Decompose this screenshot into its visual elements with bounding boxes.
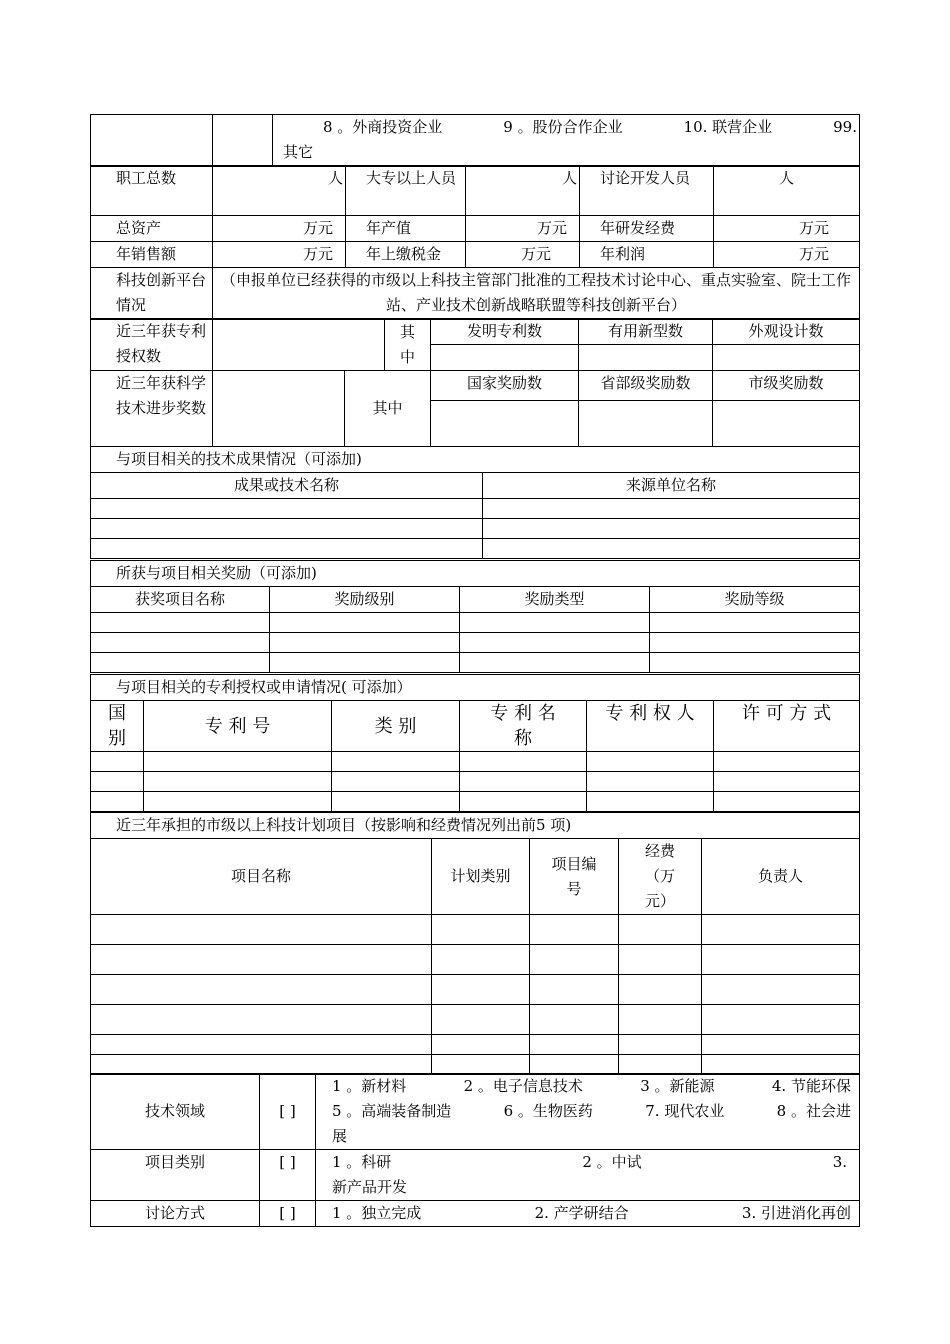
table-cell [702,1035,860,1055]
plan-type-header: 计划类别 [432,839,530,915]
award-type-header: 奖励类型 [460,587,650,613]
table-cell [432,915,530,945]
option: 3. [832,1153,847,1171]
table-cell [587,752,714,772]
research-mode-bracket: [ ] [260,1201,316,1227]
patent-sub-label: 其中 [385,319,431,371]
option: 2 。中试 [582,1153,642,1171]
table-cell [91,1005,432,1035]
option: 2. 产学研结合 [534,1204,629,1222]
option-tail: 新产品开发 [332,1178,408,1196]
table-cell [460,772,587,792]
table-cell [530,945,619,975]
classification-table [90,1073,860,1227]
project-name-header: 项目名称 [91,839,432,915]
rd-fund-unit: 万元 [714,216,860,242]
table-cell [483,519,860,539]
option: 4. 节能环保 [771,1077,851,1095]
license-mode-header: 许 可 方 式 [714,701,860,752]
table-cell [650,613,860,633]
tech-field-label: 技术领域 [91,1074,260,1150]
blank-cell [213,115,273,167]
sales-label: 年销售额 [91,242,213,268]
project-no-header: 项目编号 [530,839,619,915]
option: 99. [833,118,857,136]
provincial-award-header: 省部级奖励数 [579,371,713,401]
award-count-label: 近三年获科学技术进步奖数 [91,371,213,447]
staff-label: 职工总数 [91,166,213,216]
provincial-award-value [579,401,713,447]
option: 2 。电子信息技术 [463,1077,583,1095]
blank-cell [213,319,385,371]
assets-label: 总资产 [91,216,213,242]
table-cell [432,1035,530,1055]
profit-unit: 万元 [714,242,860,268]
project-type-options [316,1150,860,1201]
table-cell [714,792,860,812]
award-sub-label: 其中 [345,371,431,447]
project-type-label: 项目类别 [91,1150,260,1201]
option: 9 。股份合作企业 [503,118,623,136]
tech-results-table [90,446,860,559]
leader-header: 负责人 [702,839,860,915]
option: 6 。生物医药 [503,1102,593,1120]
option-tail: 其它 [283,143,314,161]
table-cell [432,1055,530,1075]
rd-staff-label: 讨论开发人员 [580,166,714,216]
table-cell [702,915,860,945]
blank-cell [91,115,213,167]
option: 1 。科研 [332,1153,392,1171]
invention-patent-value [431,345,579,371]
city-award-header: 市级奖励数 [713,371,860,401]
table-cell [702,1005,860,1035]
output-label: 年产值 [346,216,466,242]
fund-header: 经费（万元） [619,839,702,915]
tax-label: 年上缴税金 [346,242,466,268]
option-tail: 展 [332,1127,348,1145]
table-cell [702,945,860,975]
table-cell [530,975,619,1005]
platform-note: （申报单位已经获得的市级以上科技主管部门批准的工程技术讨论中心、重点实验室、院士工作站、产业技术创新战略联盟等科技创新平台） [213,268,860,320]
profit-label: 年利润 [580,242,714,268]
table-cell [460,633,650,653]
patent-no-header: 专 利 号 [144,701,332,752]
table-cell [91,792,144,812]
table-cell [587,792,714,812]
option: 3 。新能源 [640,1077,715,1095]
blank-cell [213,371,345,447]
utility-model-header: 有用新型数 [579,319,713,345]
rd-staff-unit: 人 [714,166,860,216]
country-header: 国别 [91,701,144,752]
national-award-header: 国家奖励数 [431,371,579,401]
table-cell [144,752,332,772]
tech-field-options [316,1074,860,1150]
national-award-value [431,401,579,447]
option: 1 。独立完成 [332,1204,422,1222]
award-level-header: 奖励级别 [270,587,460,613]
option: 3. 引进消化再创 [741,1204,851,1222]
tech-field-bracket: [ ] [260,1074,316,1150]
table-cell [270,613,460,633]
assets-unit: 万元 [213,216,346,242]
college-staff-unit: 人 [466,166,580,216]
research-mode-options [316,1201,860,1227]
table-cell [144,792,332,812]
table-cell [91,499,483,519]
utility-model-value [579,345,713,371]
table-cell [702,1055,860,1075]
table-cell [619,915,702,945]
project-type-bracket: [ ] [260,1150,316,1201]
table-cell [714,752,860,772]
table-cell [530,1035,619,1055]
table-cell [432,945,530,975]
company-stats-table [90,165,860,320]
related-patents-title: 与项目相关的专利授权或申请情况( 可添加） [91,675,860,701]
table-cell [714,772,860,792]
patent-holder-header: 专 利 权 人 [587,701,714,752]
table-cell [91,752,144,772]
option: 8 。外商投资企业 [323,118,443,136]
table-cell [619,1035,702,1055]
table-cell [432,1005,530,1035]
output-unit: 万元 [466,216,580,242]
related-awards-title: 所获与项目相关奖励（可添加) [91,561,860,587]
platform-label: 科技创新平台情况 [91,268,213,320]
table-cell [91,975,432,1005]
college-staff-label: 大专以上人员 [346,166,466,216]
award-project-header: 获奖项目名称 [91,587,270,613]
table-cell [144,772,332,792]
table-cell [619,1055,702,1075]
table-cell [91,772,144,792]
option: 7. 现代农业 [645,1102,725,1120]
table-cell [91,613,270,633]
option: 8 。社会进 [776,1102,851,1120]
projects-table [90,812,860,1075]
table-cell [650,633,860,653]
table-cell [530,1005,619,1035]
table-cell [270,653,460,673]
option: 5 。高端装备制造 [332,1102,452,1120]
option: 1 。新材料 [332,1077,407,1095]
table-cell [91,915,432,945]
table-cell [460,752,587,772]
table-cell [91,653,270,673]
design-patent-header: 外观设计数 [713,319,860,345]
research-mode-label: 讨论方式 [91,1201,260,1227]
table-cell [460,653,650,673]
table-cell [619,1005,702,1035]
table-cell [332,792,460,812]
table-cell [332,752,460,772]
table-cell [332,772,460,792]
table-cell [91,945,432,975]
award-grade-header: 奖励等级 [650,587,860,613]
tech-results-title: 与项目相关的技术成果情况（可添加) [91,447,860,473]
table-cell [91,633,270,653]
table-cell [91,1035,432,1055]
city-award-value [713,401,860,447]
rd-fund-label: 年研发经费 [580,216,714,242]
table-cell [483,499,860,519]
patent-type-header: 类 别 [332,701,460,752]
table-cell [619,945,702,975]
table-cell [460,792,587,812]
option: 10. 联营企业 [683,118,773,136]
patent-award-counts-table [90,318,860,447]
source-unit-header: 来源单位名称 [483,473,860,499]
table-cell [91,1055,432,1075]
projects-title: 近三年承担的市级以上科技计划项目（按影响和经费情况列出前5 项) [91,813,860,839]
tax-unit: 万元 [466,242,580,268]
table-cell [619,975,702,1005]
design-patent-value [713,345,860,371]
patent-name-header: 专 利 名 称 [460,701,587,752]
table-cell [91,539,483,559]
company-type-table [90,114,860,167]
table-cell [460,613,650,633]
company-type-options [273,115,860,167]
table-cell [432,975,530,1005]
related-patents-table [90,674,860,812]
table-cell [91,519,483,539]
invention-patent-header: 发明专利数 [431,319,579,345]
table-cell [530,1055,619,1075]
table-cell [530,915,619,945]
table-cell [650,653,860,673]
sales-unit: 万元 [213,242,346,268]
patent-count-label: 近三年获专利授权数 [91,319,213,371]
table-cell [702,975,860,1005]
staff-unit: 人 [213,166,346,216]
table-cell [483,539,860,559]
table-cell [270,633,460,653]
table-cell [587,772,714,792]
related-awards-table [90,560,860,673]
result-name-header: 成果或技术名称 [91,473,483,499]
